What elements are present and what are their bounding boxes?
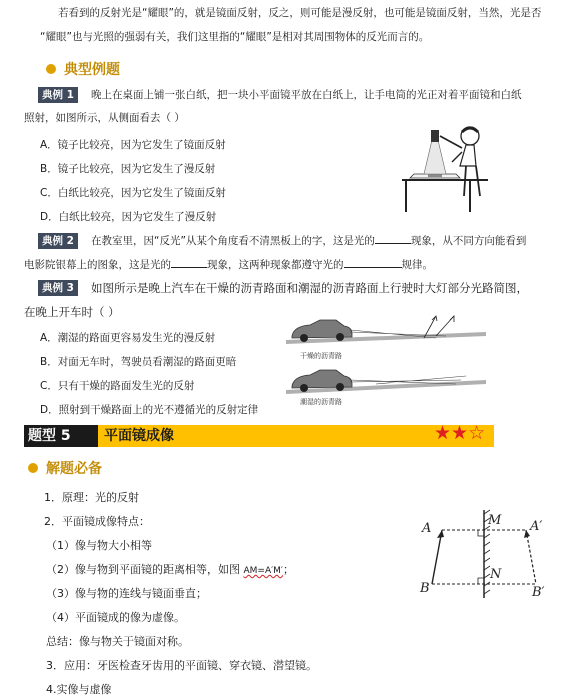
label-M: M [488,513,502,528]
example-3-line-1: 如图所示是晚上汽车在干燥的沥青路面和潮湿的沥青路面上行驶时大灯部分光路简图， [91,281,528,295]
solve-item-1: 1．原理：光的反射 [44,491,139,504]
example-3-tag: 典例 3 [38,280,78,296]
car-road-illustration [286,314,486,406]
example-3-option-d: D．照射到干燥路面上的光不遵循光的反射定律 [40,404,259,416]
example-3-line-2: 在晚上开车时（ ） [24,305,120,319]
caption-wet-road: 潮湿的沥青路 [300,398,342,406]
flashlight-mirror-illustration [400,122,492,214]
blank-3[interactable] [344,267,402,268]
section-title-examples: 典型例题 [64,62,120,78]
example-2-line-2-c: 规律。 [401,259,433,271]
intro-line-1: 若看到的反射光是“耀眼”的，就是镜面反射，反之，则可能是漫反射，也可能是镜面反射，当然，光是否 [58,7,542,19]
label-B: B [420,581,430,596]
caption-dry-road: 干燥的沥青路 [300,352,342,360]
solve-item-4: 4.实像与虚像 [46,683,112,696]
section-title-solve: 解题必备 [46,461,102,477]
example-1-line-1: 晚上在桌面上铺一张白纸，把一块小平面镜平放在白纸上，让手电筒的光正对着平面镜和白纸 [91,89,522,101]
example-2-line-2-b: 现象，这两种现象都遵守光的 [207,259,344,271]
example-1-option-b: B．镜子比较亮，因为它发生了漫反射 [40,163,216,175]
example-1-line-2: 照射，如图所示，从侧面看去（ ） [24,112,185,124]
solve-sub-4: （4）平面镜成的像为虚像。 [46,611,185,624]
example-3-option-a: A．潮湿的路面更容易发生光的漫反射 [40,332,216,344]
example-1-tag: 典例 1 [38,87,78,103]
solve-item-3: 3．应用：牙医检查牙齿用的平面镜、穿衣镜、潜望镜。 [46,659,317,672]
solve-sub-2-end: ； [282,563,294,576]
solve-sub-1: （1）像与物大小相等 [46,539,152,552]
example-1-option-a: A．镜子比较亮，因为它发生了镜面反射 [40,139,226,151]
solve-sub-2-formula: AM=A′M′ [243,566,283,576]
solve-sub-2 [46,561,294,577]
topic-title: 平面镜成像 [104,428,174,444]
example-2-line-2 [24,258,433,272]
solve-sub-3: （3）像与物的连线与镜面垂直； [46,587,207,600]
label-B-prime: B′ [532,585,545,600]
blank-1[interactable] [375,243,411,244]
solve-item-2: 2．平面镜成像特点： [44,515,150,528]
difficulty-stars-icon: ★★☆ [434,422,486,444]
example-2-line-2-a: 电影院银幕上的图象，这是光的 [24,259,171,271]
solve-summary: 总结：像与物关于镜面对称。 [46,635,189,648]
plane-mirror-diagram [418,508,550,600]
example-2-line-1-b: 现象，从不同方向能看到 [410,235,527,247]
example-2-tag: 典例 2 [38,233,78,249]
label-N: N [490,567,502,582]
blank-2[interactable] [171,267,207,268]
example-1-option-d: D．白纸比较亮，因为它发生了漫反射 [40,211,217,223]
intro-line-2: “耀眼”也与光照的强弱有关，我们这里指的“耀眼”是相对其周围物体的反光而言的。 [40,31,430,43]
solve-sub-2-text: （2）像与物到平面镜的距离相等，如图 [46,563,244,576]
example-3-option-c: C．只有干燥的路面发生光的反射 [40,380,195,392]
label-A-prime: A′ [530,519,543,534]
label-A: A [422,521,432,536]
topic-label: 题型 5 [24,425,98,447]
example-3-option-b: B．对面无车时，驾驶员看潮湿的路面更暗 [40,356,237,368]
example-1-option-c: C．白纸比较亮，因为它发生了镜面反射 [40,187,226,199]
example-2-line-1 [91,234,526,248]
section-bullet-icon-2 [28,463,38,473]
example-2-line-1-a: 在教室里，因“反光”从某个角度看不清黑板上的字，这是光的 [91,235,375,247]
section-bullet-icon [46,64,56,74]
